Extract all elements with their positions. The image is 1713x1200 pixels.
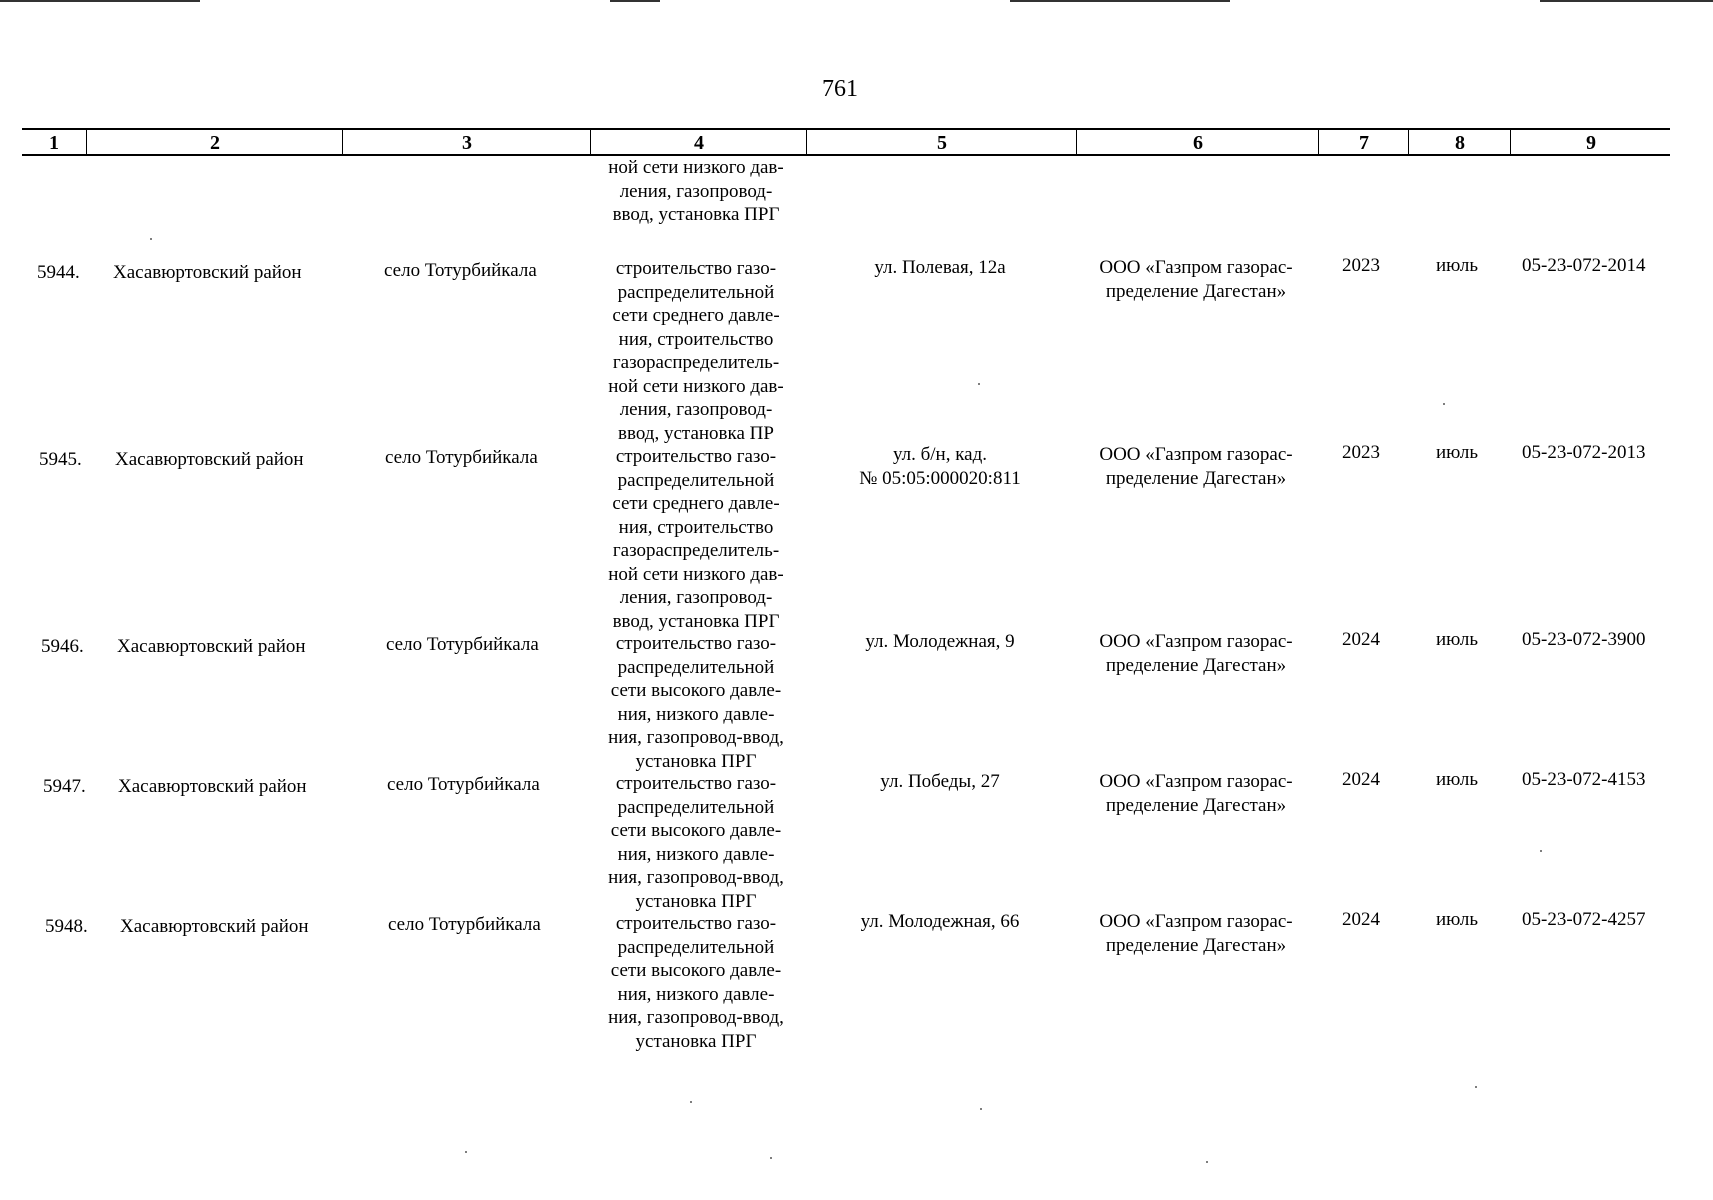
description-line: ввод, установка ПРГ [612, 204, 780, 225]
scan-edge-rule [0, 0, 200, 2]
description-line: строительство газо- [615, 913, 777, 934]
column-header: 5 [806, 130, 1077, 154]
year: 2024 [1342, 909, 1380, 930]
registry-code: 05-23-072-4153 [1522, 769, 1646, 790]
address-line: ул. Молодежная, 9 [865, 631, 1015, 652]
description-line: установка ПРГ [635, 890, 757, 912]
description-line: установка ПРГ [635, 750, 757, 772]
organization [1076, 630, 1316, 677]
month: июль [1436, 909, 1479, 930]
organization-line: ООО «Газпром газорас- [1099, 444, 1293, 465]
scan-edge-rule [1540, 0, 1713, 2]
district: Хасавюртовский район [115, 449, 304, 470]
scan-edge-rule [610, 0, 660, 2]
district: Хасавюртовский район [120, 916, 309, 937]
description-line: ной сети низкого дав- [608, 375, 784, 397]
row-number: 5946. [41, 636, 84, 657]
settlement: село Тотурбийкала [388, 914, 541, 935]
description-line: газораспределитель- [612, 540, 780, 561]
scan-speck [690, 1101, 692, 1103]
column-header: 3 [342, 130, 591, 154]
registry-code: 05-23-072-3900 [1522, 629, 1646, 650]
column-header: 4 [590, 130, 807, 154]
description-line: сети высокого давле- [610, 820, 782, 841]
description-line: строительство газо- [615, 633, 777, 654]
table-header [22, 128, 1670, 156]
description [590, 632, 802, 773]
description-line: ния, газопровод-ввод, [608, 727, 784, 748]
organization-line: пределение Дагестан» [1105, 654, 1287, 676]
column-header: 9 [1510, 130, 1671, 154]
organization-line: пределение Дагестан» [1105, 280, 1287, 302]
description [590, 257, 802, 445]
column-header: 8 [1408, 130, 1511, 154]
year: 2023 [1342, 442, 1380, 463]
district: Хасавюртовский район [118, 776, 307, 797]
address-line: ул. Полевая, 12а [874, 257, 1006, 278]
month: июль [1436, 255, 1479, 276]
registry-code: 05-23-072-2014 [1522, 255, 1646, 276]
description-line: распределительной [617, 281, 775, 303]
scan-speck [978, 383, 980, 385]
scan-speck [1475, 1086, 1477, 1088]
row-number: 5947. [43, 776, 86, 797]
description-line: ния, строительство [618, 328, 774, 350]
organization [1076, 770, 1316, 817]
description-line: строительство газо- [615, 773, 777, 794]
description-line: ния, газопровод-ввод, [608, 867, 784, 888]
scan-speck [1540, 850, 1542, 852]
description-line: ния, строительство [618, 516, 774, 538]
organization-line: пределение Дагестан» [1105, 467, 1287, 489]
column-header: 7 [1318, 130, 1409, 154]
year: 2023 [1342, 255, 1380, 276]
address-line: № 05:05:000020:811 [859, 467, 1021, 489]
month: июль [1436, 769, 1479, 790]
organization-line: ООО «Газпром газорас- [1099, 911, 1293, 932]
address [820, 256, 1060, 280]
description-line: ления, газопровод- [619, 587, 773, 608]
scan-edge-rule [1010, 0, 1230, 2]
registry-code: 05-23-072-4257 [1522, 909, 1646, 930]
address [820, 770, 1060, 794]
description-line: распределительной [617, 936, 775, 958]
row-number: 5948. [45, 916, 88, 937]
description-line: сети высокого давле- [610, 960, 782, 981]
description-line: ввод, установка ПРГ [612, 610, 780, 632]
description-line: ной сети низкого дав- [608, 157, 784, 178]
row-number: 5945. [39, 449, 82, 470]
organization-line: пределение Дагестан» [1105, 934, 1287, 956]
description-line: ной сети низкого дав- [608, 563, 784, 585]
description-line: строительство газо- [615, 258, 777, 279]
description [590, 445, 802, 633]
description-line: газораспределитель- [612, 352, 780, 373]
district: Хасавюртовский район [113, 262, 302, 283]
organization-line: ООО «Газпром газорас- [1099, 631, 1293, 652]
continuation-text [590, 156, 802, 227]
settlement: село Тотурбийкала [386, 634, 539, 655]
district: Хасавюртовский район [117, 636, 306, 657]
description-line: ния, газопровод-ввод, [608, 1007, 784, 1028]
organization-line: пределение Дагестан» [1105, 794, 1287, 816]
registry-code: 05-23-072-2013 [1522, 442, 1646, 463]
description-line: ления, газопровод- [619, 180, 773, 202]
description-line: распределительной [617, 469, 775, 491]
month: июль [1436, 629, 1479, 650]
settlement: село Тотурбийкала [385, 447, 538, 468]
year: 2024 [1342, 629, 1380, 650]
address-line: ул. Победы, 27 [880, 771, 1000, 792]
row-number: 5944. [37, 262, 80, 283]
description-line: сети высокого давле- [610, 680, 782, 701]
description-line: сети среднего давле- [612, 493, 780, 514]
month: июль [1436, 442, 1479, 463]
scan-speck [770, 1157, 772, 1159]
page-number: 761 [822, 76, 858, 102]
organization [1076, 256, 1316, 303]
address [820, 443, 1060, 490]
scan-speck [150, 238, 152, 240]
description-line: распределительной [617, 656, 775, 678]
address-line: ул. б/н, кад. [892, 444, 988, 465]
description-line: строительство газо- [615, 446, 777, 467]
description [590, 772, 802, 913]
organization [1076, 910, 1316, 957]
description-line: установка ПРГ [635, 1030, 757, 1052]
description-line: сети среднего давле- [612, 305, 780, 326]
description-line: ввод, установка ПР [618, 422, 774, 444]
description-line: ния, низкого давле- [617, 703, 775, 725]
description-line: ния, низкого давле- [617, 983, 775, 1005]
column-header: 6 [1076, 130, 1319, 154]
year: 2024 [1342, 769, 1380, 790]
scan-speck [1443, 403, 1445, 405]
settlement: село Тотурбийкала [387, 774, 540, 795]
description-line: ния, низкого давле- [617, 843, 775, 865]
address [820, 630, 1060, 654]
organization-line: ООО «Газпром газорас- [1099, 257, 1293, 278]
settlement: село Тотурбийкала [384, 260, 537, 281]
organization [1076, 443, 1316, 490]
scan-speck [980, 1108, 982, 1110]
column-header: 2 [86, 130, 343, 154]
scan-speck [1206, 1161, 1208, 1163]
description-line: распределительной [617, 796, 775, 818]
description [590, 912, 802, 1053]
scan-speck [465, 1151, 467, 1153]
address-line: ул. Молодежная, 66 [860, 911, 1020, 932]
description-line: ления, газопровод- [619, 399, 773, 420]
address [820, 910, 1060, 934]
column-header: 1 [49, 132, 59, 154]
organization-line: ООО «Газпром газорас- [1099, 771, 1293, 792]
